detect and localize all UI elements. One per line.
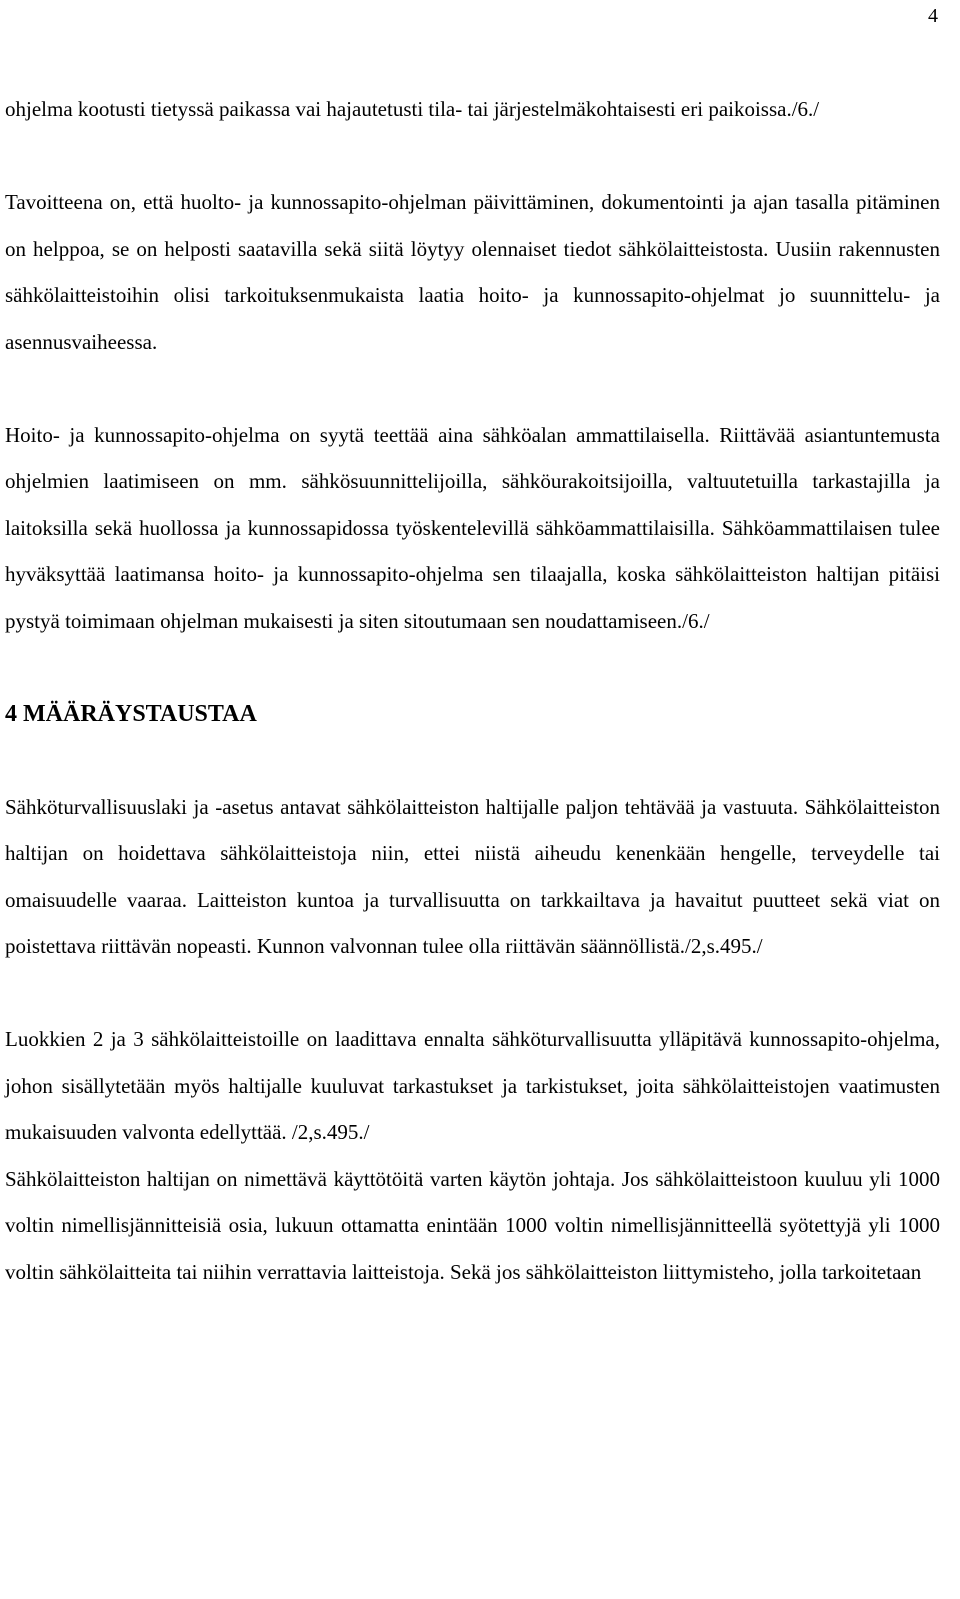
paragraph-operation-manager: Sähkölaitteiston haltijan on nimettävä käyttötöitä varten käytön johtaja. Jos sähkölaitteistoon kuuluu yli 1000 voltin nimellisjännitteisiä osia, lukuun ottamatta enintään 1000 voltin nimellisjännitteellä syötettyjä yli 1000 voltin sähkölaitteita tai niihin verrattavia laitteistoja. Sekä jos sähkölaitteiston liittymisteho, jolla tarkoitetaan (5, 1166, 940, 1284)
section-heading: 4 MÄÄRÄYSTAUSTAA (5, 700, 257, 727)
page-number: 4 (928, 5, 938, 27)
paragraph-continuation: ohjelma kootusti tietyssä paikassa vai hajautetusti tila- tai järjestelmäkohtaisesti eri paikoissa./6./ (5, 97, 820, 121)
paragraph-goal: Tavoitteena on, että huolto- ja kunnossapito-ohjelman päivittäminen, dokumentointi ja ajan tasalla pitäminen on helppoa, se on helposti saatavilla sekä siitä löytyy olennaiset tiedot sähkölaitteistosta. Uusiin rakennusten sähkölaitteistoihin olisi tarkoituksenmukaista laatia hoito- ja kunnossapito-ohjelmat jo suunnittelu- ja asennusvaiheessa. (5, 190, 940, 354)
paragraph-classes: Luokkien 2 ja 3 sähkölaitteistoille on laadittava ennalta sähköturvallisuutta ylläpitävä kunnossapito-ohjelma, johon sisällytetään myös haltijalle kuuluvat tarkastukset ja tarkistukset, joita sähkölaitteistojen vaatimusten mukaisuuden valvonta edellyttää. /2,s.495./ (5, 1027, 940, 1144)
paragraph-law: Sähköturvallisuuslaki ja -asetus antavat sähkölaitteiston haltijalle paljon tehtävää ja vastuuta. Sähkölaitteiston haltijan on hoidettava sähkölaitteistoja niin, ettei niistä aiheudu kenenkään hengelle, terveydelle tai omaisuudelle vaaraa. Laitteiston kuntoa ja turvallisuutta on tarkkailtava ja havaitut puutteet sekä viat on poistettava riittävän nopeasti. Kunnon valvonnan tulee olla riittävän säännöllistä./2,s.495./ (5, 794, 940, 958)
paragraph-expertise: Hoito- ja kunnossapito-ohjelma on syytä teettää aina sähköalan ammattilaisella. Riittävää asiantuntemusta ohjelmien laatimiseen on mm. sähkösuunnittelijoilla, sähköurakoitsijoilla, valtuutetuilla tarkastajilla ja laitoksilla sekä huollossa ja kunnossapidossa työskentelevillä sähköammattilaisilla. Sähköammattilaisen tulee hyväksyttää laatimansa hoito- ja kunnossapito-ohjelma sen tilaajalla, koska sähkölaitteiston haltijan pitäisi pystyä toimimaan ohjelman mukaisesti ja siten sitoutumaan sen noudattamiseen./6./ (5, 422, 940, 633)
page-content (5, 86, 940, 1295)
